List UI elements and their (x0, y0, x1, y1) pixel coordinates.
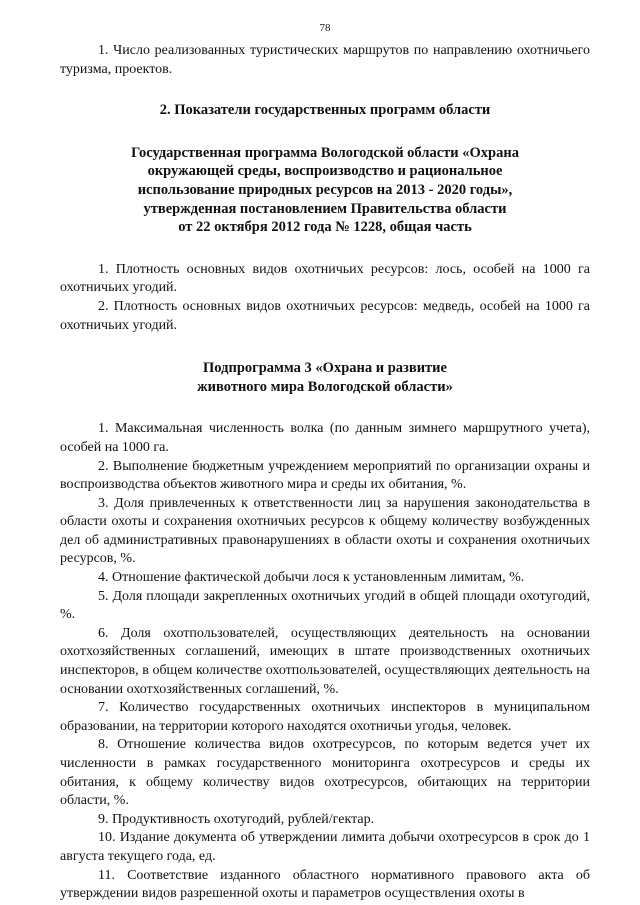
program-item-2: 2. Плотность основных видов охотничьих ресурсов: медведь, особей на 1000 га охотничьих угодий. (60, 298, 590, 333)
subprogram-item-3: 3. Доля привлеченных к ответственности лиц за нарушения законодательства в области охоты и сохранения охотничьих ресурсов к общему количеству возбужденных дел об административных правонарушениях в области охоты и сохранения охотничьих ресурсов, %. (60, 495, 590, 567)
subprogram-item-7: 7. Количество государственных охотничьих инспекторов в муниципальном образовании, на территории которого находятся охотничьи угодья, человек. (60, 700, 590, 734)
program-title-line: Государственная программа Вологодской области «Охрана (131, 144, 519, 161)
intro-item-1: 1. Число реализованных туристических маршрутов по направлению охотничьего туризма, проектов. (60, 43, 590, 77)
program-title-line: от 22 октября 2012 года № 1228, общая часть (178, 219, 472, 236)
subprogram-item-9: 9. Продуктивность охотугодий, рублей/гектар. (98, 811, 375, 827)
subprogram-title (60, 359, 590, 396)
subprogram-item-1: 1. Максимальная численность волка (по данным зимнего маршрутного учета), особей на 1000 га. (60, 421, 590, 455)
subprogram-item-2: 2. Выполнение бюджетным учреждением мероприятий по организации охраны и воспроизводства объектов животного мира и среды их обитания, %. (60, 458, 590, 493)
subprogram-item-5: 5. Доля площади закрепленных охотничьих угодий в общей площади охотугодий, %. (60, 588, 590, 623)
subprogram-item-6: 6. Доля охотпользователей, осуществляющих деятельность на основании охотхозяйственных соглашений, имеющих в штате производственных охотничьих инспекторов, в общем количестве охотпользователей, осуществляющих деятельность на основании охотхозяйственных соглашений, %. (60, 625, 590, 697)
subprogram-item-4: 4. Отношение фактической добычи лося к установленным лимитам, %. (98, 570, 525, 586)
program-title-line: окружающей среды, воспроизводство и рациональное (147, 163, 503, 180)
program-item-1: 1. Плотность основных видов охотничьих ресурсов: лось, особей на 1000 га охотничьих угодий. (60, 261, 590, 296)
page-number: 78 (319, 22, 331, 34)
subprogram-item-10: 10. Издание документа об утверждении лимита добычи охотресурсов в срок до 1 августа текущего года, ед. (60, 830, 590, 864)
subprogram-title-line: Подпрограмма 3 «Охрана и развитие (203, 360, 447, 377)
subprogram-item-11: 11. Соответствие изданного областного нормативного правового акта об утверждении видов разрешенной охоты и параметров осуществления охоты в (60, 867, 590, 902)
program-title (60, 144, 590, 237)
program-title-line: использование природных ресурсов на 2013 - 2020 годы», (137, 181, 513, 198)
section-heading: 2. Показатели государственных программ области (159, 102, 491, 119)
subprogram-title-line: животного мира Вологодской области» (197, 378, 453, 395)
program-title-line: утвержденная постановлением Правительства области (143, 200, 507, 217)
subprogram-item-8: 8. Отношение количества видов охотресурсов, по которым ведется учет их численности в рамках государственного мониторинга охотресурсов и среды их обитания, к общему количеству видов охотресурсов, обитающих на территории области, %. (60, 737, 590, 809)
document-page (60, 22, 590, 904)
